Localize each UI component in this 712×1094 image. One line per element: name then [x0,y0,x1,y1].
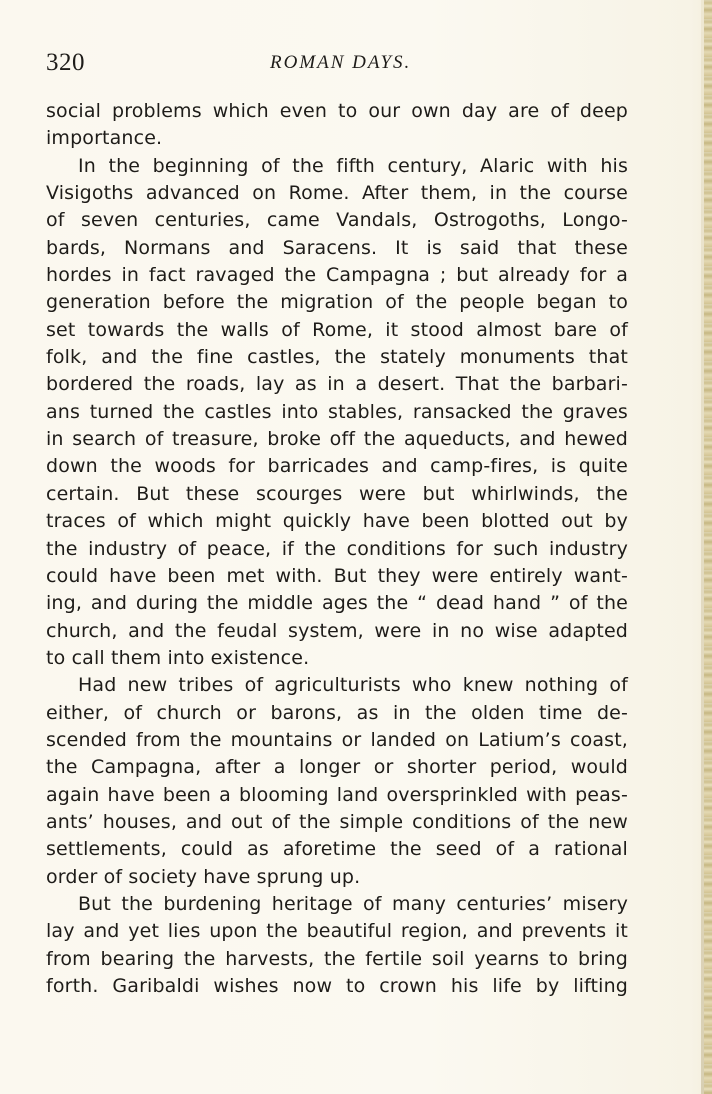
text-line: set towards the walls of Rome, it stood almost bare of [46,318,628,341]
text-line: generation before the migration of the people began to [46,291,628,314]
text-line: church, and the feudal system, were in no wise adapted [46,619,628,642]
text-line: certain. But these scourges were but whirlwinds, the [46,482,628,505]
text-line: bards, Normans and Saracens. It is said that these [46,236,628,259]
body-text [46,98,628,1000]
text-line: settlements, could as aforetime the seed of a rational [46,838,628,861]
text-line: folk, and the fine castles, the stately monuments that [46,346,628,369]
text-line: ants’ houses, and out of the simple conditions of the new [46,810,628,833]
text-line: importance. [46,127,163,150]
page-header [46,48,646,78]
text-line: could have been met with. But they were entirely want- [46,564,628,587]
text-line: order of society have sprung up. [46,865,361,888]
text-line: ans turned the castles into stables, ransacked the graves [46,400,628,423]
text-line: the Campagna, after a longer or shorter period, would [46,756,628,779]
text-line: lay and yet lies upon the beautiful region, and prevents it [46,920,628,943]
text-line: of seven centuries, came Vandals, Ostrogoths, Longo- [46,209,628,232]
text-line: to call them into existence. [46,646,310,669]
text-line: from bearing the harvests, the fertile soil yearns to bring [46,947,628,970]
text-line: bordered the roads, lay as in a desert. That the barbari- [46,373,628,396]
text-line: Visigoths advanced on Rome. After them, in the course [46,182,628,205]
text-line: hordes in fact ravaged the Campagna ; but already for a [46,264,628,287]
text-line: down the woods for barricades and camp-fires, is quite [46,455,628,478]
text-line: the industry of peace, if the conditions for such industry [46,537,628,560]
text-line: ing, and during the middle ages the “ dead hand ” of the [46,592,628,615]
text-line: scended from the mountains or landed on Latium’s coast, [46,728,628,751]
running-head: ROMAN DAYS. [270,52,412,73]
text-line: in search of treasure, broke off the aqueducts, and hewed [46,428,628,451]
text-line: Had new tribes of agriculturists who knew nothing of [78,674,628,697]
text-line: either, of church or barons, as in the olden time de- [46,701,628,724]
page-number: 320 [46,49,85,76]
text-line: forth. Garibaldi wishes now to crown his life by lifting [46,975,628,997]
text-line: again have been a blooming land oversprinkled with peas- [46,783,628,806]
text-line: In the beginning of the fifth century, Alaric with his [78,154,628,177]
text-line: But the burdening heritage of many centuries’ misery [78,892,628,915]
page-edge [704,0,712,1094]
text-line: traces of which might quickly have been blotted out by [46,510,628,533]
text-line: social problems which even to our own day are of deep [46,100,628,122]
